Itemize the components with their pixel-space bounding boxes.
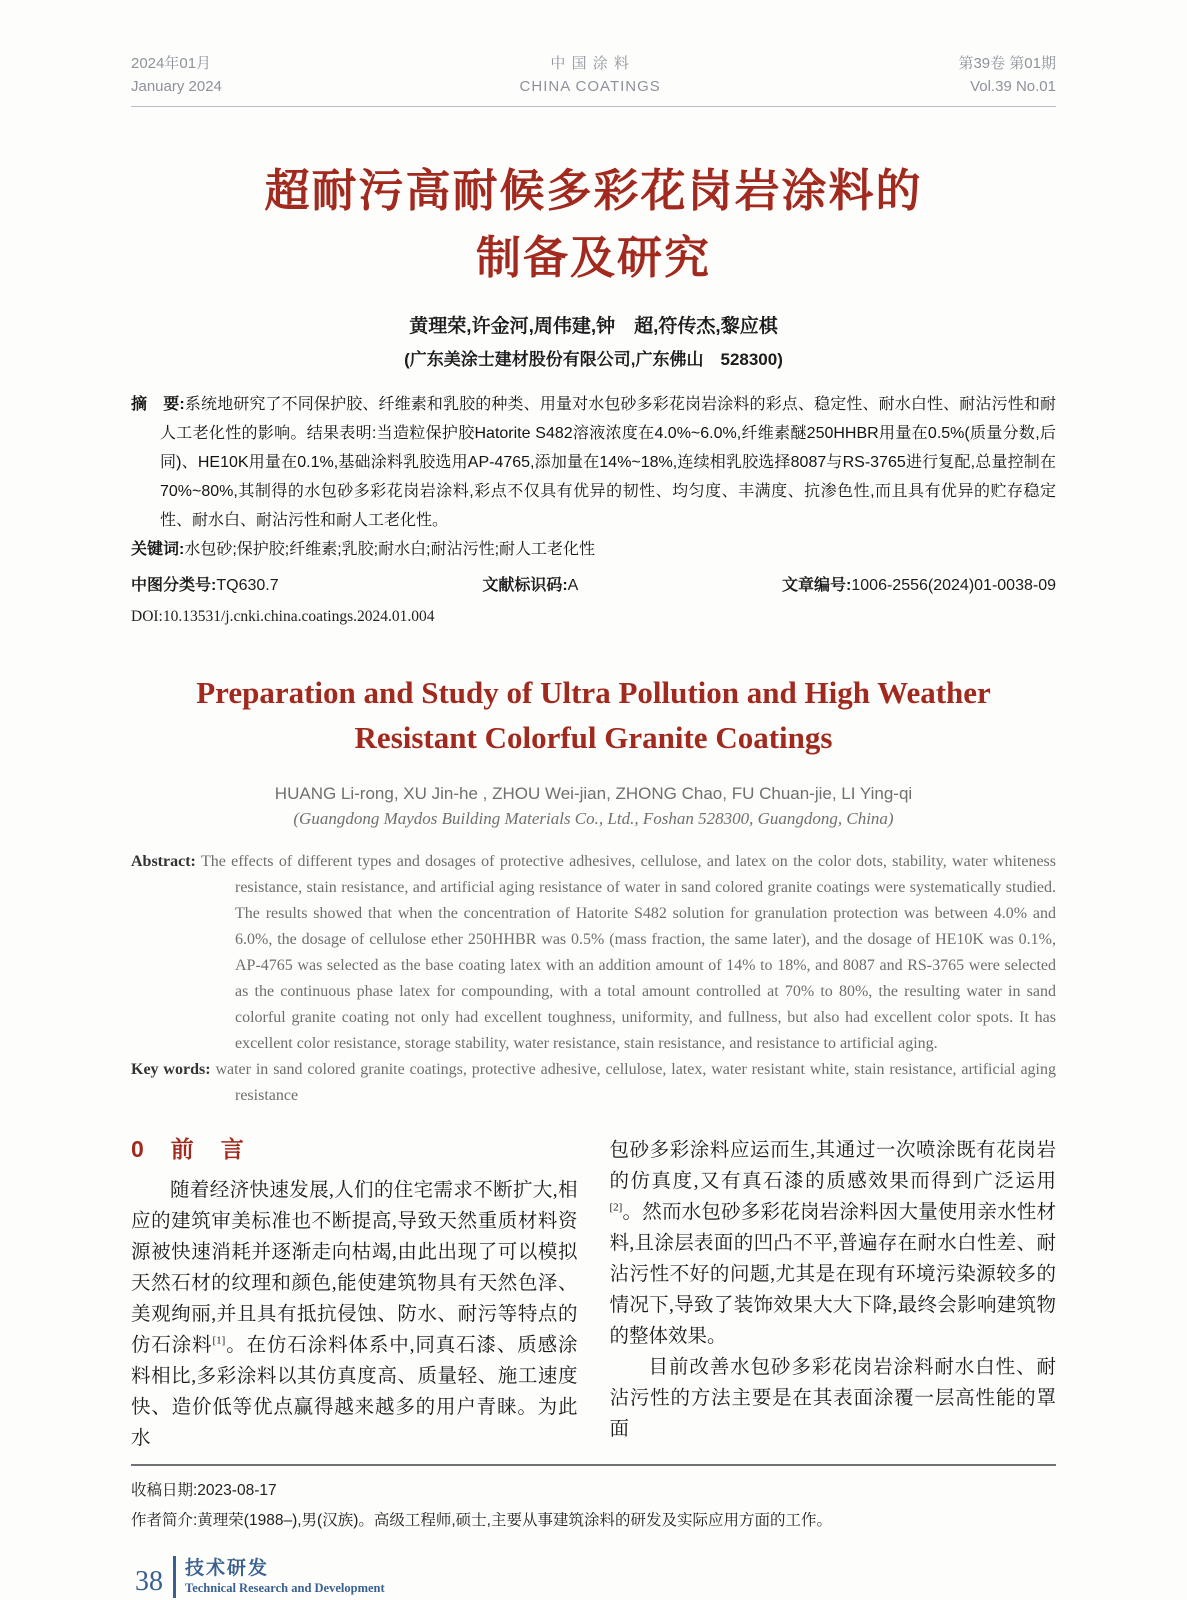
body-paragraph-2: 目前改善水包砂多彩花岗岩涂料耐水白性、耐沾污性的方法主要是在其表面涂覆一层高性能的罩面 bbox=[609, 1357, 1056, 1440]
running-head bbox=[131, 0, 1056, 107]
issue-en: Vol.39 No.01 bbox=[970, 78, 1056, 95]
article-title-cn bbox=[131, 157, 1056, 291]
article-id-label: 文章编号: bbox=[782, 577, 852, 594]
abstract-cn-block bbox=[131, 390, 1056, 564]
abstract-en-text: The effects of different types and dosages of protective adhesives, cellulose, and latex on the color dots, stability, water whiteness resistance, stain resistance, and artificial aging resistance of water in sand colored granite coatings were systematically studied. The results showed that when the concentration of Hatorite S482 solution for granulation protection was between 4.0% and 6.0%, the dosage of cellulose ether 250HHBR was 0.5% (mass fraction, the same later), and the dosage of HE10K was 0.1%, AP-4765 was selected as the base coating latex with an addition amount of 14% to 18%, and 8087 and RS-3765 were selected as the continuous phase latex for compounding, with a total amount controlled at 70% to 80%, the resulting water in sand colorful granite coating not only had excellent toughness, uniformity, and fullness, but also had excellent color spots. It has excellent color resistance, storage stability, water resistance, stain resistance, and resistance to artificial aging. bbox=[200, 853, 1057, 1052]
abstract-cn-label: 摘 要: bbox=[131, 396, 185, 413]
running-head-issue bbox=[958, 52, 1056, 98]
body-column-left bbox=[131, 1135, 578, 1454]
clc-label: 中图分类号: bbox=[131, 577, 217, 594]
article-id bbox=[782, 574, 1056, 598]
body-p1-text-b: 。在仿石涂料体系中,同真石漆、质感涂料相比,多彩涂料以其仿真度高、质量轻、施工速度快、造价低等优点赢得越来越多的用户青睐。为此水 bbox=[131, 1335, 578, 1449]
article-title-en bbox=[131, 670, 1056, 760]
running-head-date bbox=[131, 52, 222, 98]
body-column-right bbox=[610, 1135, 1057, 1454]
abstract-en bbox=[131, 849, 1056, 1057]
body-columns bbox=[131, 1135, 1056, 1454]
keywords-en bbox=[131, 1057, 1056, 1109]
clc-number bbox=[131, 574, 279, 598]
authors-en: HUANG Li-rong, XU Jin-he , ZHOU Wei-jian, ZHONG Chao, FU Chuan-jie, LI Ying-qi bbox=[274, 784, 913, 803]
meta-row bbox=[131, 574, 1056, 598]
footer-column-title bbox=[176, 1558, 385, 1596]
author-bio: 作者简介:黄理荣(1988–),男(汉族)。高级工程师,硕士,主要从事建筑涂料的研发及实际应用方面的工作。 bbox=[131, 1512, 832, 1529]
affiliation-cn: (广东美涂士建材股份有限公司,广东佛山 528300) bbox=[404, 350, 783, 369]
article-title-cn-line2: 制备及研究 bbox=[475, 232, 711, 283]
abstract-en-label: Abstract: bbox=[131, 853, 196, 870]
citation-ref-1: [1] bbox=[212, 1334, 226, 1347]
keywords-cn-label: 关键词: bbox=[131, 541, 185, 558]
clc-value: TQ630.7 bbox=[216, 577, 279, 594]
page-footer bbox=[135, 1556, 1056, 1598]
authors-cn: 黄理荣,许金河,周伟建,钟 超,符传杰,黎应棋 bbox=[409, 316, 778, 337]
doi: DOI:10.13531/j.cnki.china.coatings.2024.01.004 bbox=[131, 608, 435, 625]
body-p1-text-a: 随着经济快速发展,人们的住宅需求不断扩大,相应的建筑审美标准也不断提高,导致天然重质材料资源被快速消耗并逐渐走向枯竭,由此出现了可以模拟天然石材的纹理和颜色,能使建筑物具有天然色泽、美观绚丽,并且具有抵抗侵蚀、防水、耐污等特点的仿石涂料 bbox=[131, 1180, 578, 1356]
affiliation-en: (Guangdong Maydos Building Materials Co., Ltd., Foshan 528300, Guangdong, China) bbox=[293, 809, 894, 828]
keywords-cn-text: 水包砂;保护胶;纤维素;乳胶;耐水白;耐沾污性;耐人工老化性 bbox=[184, 541, 596, 558]
abstract-cn-text: 系统地研究了不同保护胶、纤维素和乳胶的种类、用量对水包砂多彩花岗岩涂料的彩点、稳定性、耐水白性、耐沾污性和耐人工老化性的影响。结果表明:当造粒保护胶Hatorite S482溶液浓度在4.0%~6.0%,纤维素醚250HHBR用量在0.5%(质量分数,后同)、HE10K用量在0.1%,基础涂料乳胶选用AP-4765,添加量在14%~18%,连续相乳胶选择8087与RS-3765进行复配,总量控制在70%~80%,其制得的水包砂多彩花岗岩涂料,彩点不仅具有优异的韧性、均匀度、丰满度、抗渗色性,而且具有优异的贮存稳定性、耐水白、耐沾污性和耐人工老化性。 bbox=[160, 396, 1056, 529]
article-title-en-line2: Resistant Colorful Granite Coatings bbox=[354, 720, 833, 755]
date-en: January 2024 bbox=[131, 78, 222, 95]
article-id-value: 1006-2556(2024)01-0038-09 bbox=[851, 577, 1056, 594]
date-cn: 2024年01月 bbox=[131, 55, 212, 72]
body-p2-text-b: 。然而水包砂多彩花岗岩涂料因大量使用亲水性材料,且涂层表面的凹凸不平,普遍存在耐水白性差、耐沾污性不好的问题,尤其是在现有环境污染源较多的情况下,导致了装饰效果大大下降,最终会影响建筑物的整体效果。 bbox=[609, 1202, 1056, 1347]
document-code-value: A bbox=[567, 577, 579, 594]
keywords-cn bbox=[131, 535, 1056, 564]
body-paragraph-1-continued bbox=[610, 1135, 1057, 1352]
citation-ref-2: [2] bbox=[609, 1201, 623, 1214]
footnotes bbox=[131, 1476, 1056, 1536]
footer-column-en: Technical Research and Development bbox=[185, 1581, 385, 1595]
body-p2-text-a: 包砂多彩涂料应运而生,其通过一次喷涂既有花岗岩的仿真度,又有真石漆的质感效果而得到广泛运用 bbox=[609, 1140, 1056, 1192]
running-head-journal-name bbox=[520, 52, 661, 98]
section-0-heading: 0 前 言 bbox=[131, 1136, 246, 1162]
journal-name-en: CHINA COATINGS bbox=[519, 78, 661, 95]
received-date: 收稿日期:2023-08-17 bbox=[131, 1482, 277, 1499]
keywords-en-label: Key words: bbox=[131, 1061, 211, 1078]
journal-name-cn: 中 国 涂 料 bbox=[550, 55, 630, 72]
keywords-en-text: water in sand colored granite coatings, protective adhesive, cellulose, latex, water resistant white, stain resistance, artificial aging resistance bbox=[215, 1061, 1057, 1104]
page-number: 38 bbox=[135, 1566, 163, 1597]
article-title-cn-line1: 超耐污高耐候多彩花岗岩涂料的 bbox=[264, 165, 923, 216]
footnote-divider bbox=[131, 1464, 1056, 1466]
document-code-label: 文献标识码: bbox=[482, 577, 568, 594]
issue-cn: 第39卷 第01期 bbox=[958, 55, 1056, 72]
body-paragraph-1 bbox=[131, 1175, 578, 1454]
footer-column-cn: 技术研发 bbox=[185, 1558, 270, 1579]
abstract-cn bbox=[131, 390, 1056, 535]
document-code bbox=[482, 574, 578, 598]
article-title-en-line1: Preparation and Study of Ultra Pollution and High Weather bbox=[196, 675, 991, 710]
page-content bbox=[131, 0, 1056, 1598]
